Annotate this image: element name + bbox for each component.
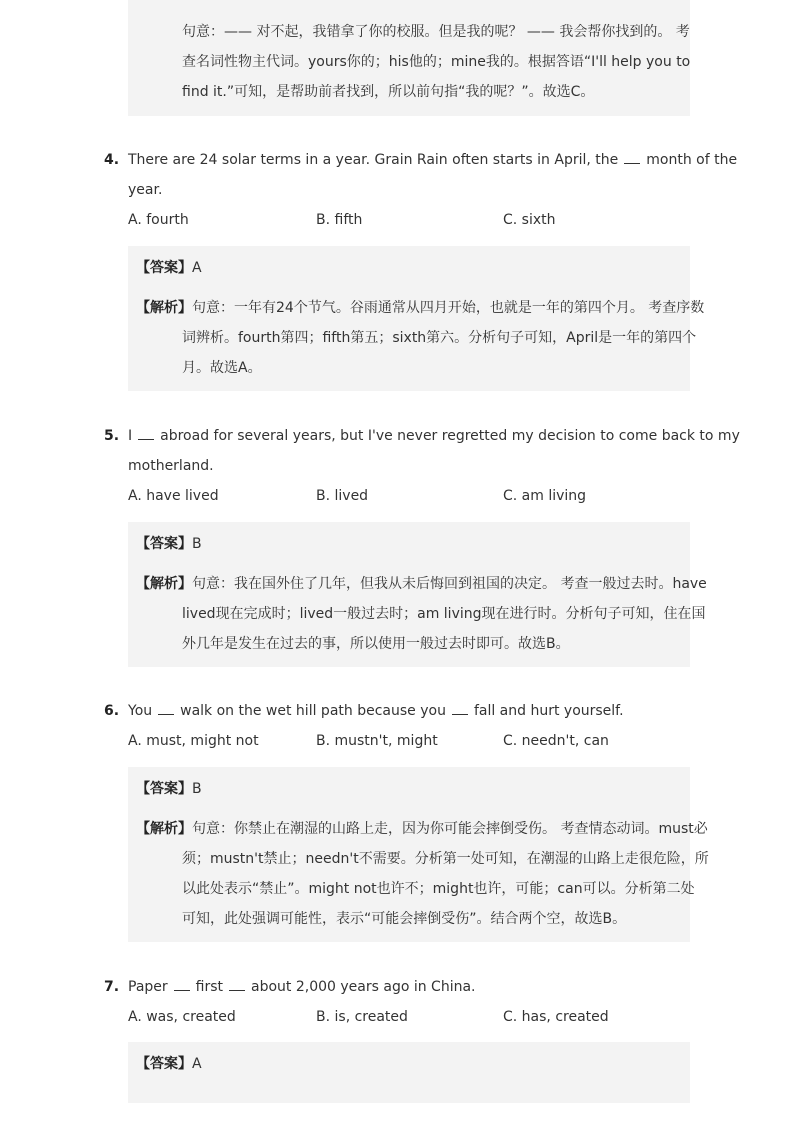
answer-value: A	[192, 1056, 202, 1072]
stem-part: first	[195, 979, 224, 995]
question-stem	[128, 977, 476, 997]
explanation-line-3: 外几年是发生在过去的事，所以使用一般过去时即可。故选B。	[182, 636, 570, 652]
answer-blank	[624, 163, 640, 164]
explanation-tag: 【解析】	[136, 821, 192, 837]
explanation-text: 句意：你禁止在潮湿的山路上走，因为你可能会摔倒受伤。 考查情态动词。must必	[192, 821, 708, 837]
answer-value: B	[192, 781, 202, 797]
stem-part: month of the	[646, 152, 738, 168]
option-c[interactable]: C. has, created	[503, 1009, 609, 1025]
prev-explanation-box	[128, 0, 690, 116]
explanation-line-1	[136, 574, 707, 594]
answer-line	[136, 534, 202, 554]
explanation-line-3: 以此处表示“禁止”。might not也许不；might也许，可能；can可以。分析第二处	[182, 881, 695, 897]
prev-explanation-line-3: find it.”可知，是帮助前者找到，所以前句指“我的呢？”。故选C。	[182, 84, 595, 100]
answer-blank	[138, 439, 154, 440]
question-stem	[128, 701, 624, 721]
option-a[interactable]: A. was, created	[128, 1009, 236, 1025]
answer-tag: 【答案】	[136, 536, 192, 552]
option-a[interactable]: A. have lived	[128, 488, 219, 504]
stem-part: You	[128, 703, 153, 719]
explanation-line-1	[136, 819, 708, 839]
answer-line	[136, 1054, 202, 1074]
question-number: 5.	[104, 428, 120, 444]
explanation-line-1	[136, 298, 704, 318]
answer-value: A	[192, 260, 202, 276]
question-number: 7.	[104, 979, 120, 995]
explanation-line-2: lived现在完成时；lived一般过去时；am living现在进行时。分析句子可知，住在国	[182, 606, 706, 622]
explanation-tag: 【解析】	[136, 300, 192, 316]
question-stem-cont: motherland.	[128, 458, 214, 474]
option-c[interactable]: C. sixth	[503, 212, 556, 228]
option-b[interactable]: B. fifth	[316, 212, 363, 228]
question-stem-cont: year.	[128, 182, 163, 198]
answer-blank	[158, 714, 174, 715]
answer-value: B	[192, 536, 202, 552]
stem-part: abroad for several years, but I've never regretted my decision to come back to my	[160, 428, 740, 444]
explanation-line-3: 月。故选A。	[182, 360, 262, 376]
option-c[interactable]: C. needn't, can	[503, 733, 609, 749]
explanation-tag: 【解析】	[136, 576, 192, 592]
answer-blank	[229, 990, 245, 991]
explanation-line-2: 须；mustn't禁止；needn't不需要。分析第一处可知，在潮湿的山路上走很危险，所	[182, 851, 709, 867]
answer-box	[128, 1042, 690, 1103]
option-b[interactable]: B. is, created	[316, 1009, 408, 1025]
option-a[interactable]: A. fourth	[128, 212, 189, 228]
stem-part: walk on the wet hill path because you	[180, 703, 446, 719]
stem-part: There are 24 solar terms in a year. Grain Rain often starts in April, the	[128, 152, 619, 168]
explanation-text: 句意：我在国外住了几年，但我从未后悔回到祖国的决定。 考查一般过去时。have	[192, 576, 707, 592]
answer-line	[136, 779, 202, 799]
stem-part: Paper	[128, 979, 168, 995]
answer-box	[128, 522, 707, 667]
answer-box	[128, 246, 705, 391]
stem-part: I	[128, 428, 133, 444]
answer-tag: 【答案】	[136, 1056, 192, 1072]
question-stem	[128, 150, 737, 170]
answer-tag: 【答案】	[136, 781, 192, 797]
answer-line	[136, 258, 202, 278]
answer-blank	[452, 714, 468, 715]
explanation-line-2: 词辨析。fourth第四；fifth第五；sixth第六。分析句子可知，April是一年的第四个	[182, 330, 697, 346]
question-stem	[128, 426, 740, 446]
explanation-text: 句意：一年有24个节气。谷雨通常从四月开始，也就是一年的第四个月。 考查序数	[192, 300, 705, 316]
answer-box	[128, 767, 709, 942]
option-b[interactable]: B. lived	[316, 488, 369, 504]
answer-blank	[174, 990, 190, 991]
explanation-line-4: 可知，此处强调可能性，表示“可能会摔倒受伤”。结合两个空，故选B。	[182, 911, 627, 927]
stem-part: fall and hurt yourself.	[473, 703, 624, 719]
answer-tag: 【答案】	[136, 260, 192, 276]
prev-explanation-line-2: 查名词性物主代词。yours你的；his他的；mine我的。根据答语“I'll help you to	[182, 54, 691, 70]
option-b[interactable]: B. mustn't, might	[316, 733, 438, 749]
option-c[interactable]: C. am living	[503, 488, 587, 504]
question-number: 6.	[104, 703, 120, 719]
option-a[interactable]: A. must, might not	[128, 733, 259, 749]
question-number: 4.	[104, 152, 120, 168]
prev-explanation-line-1: 句意：—— 对不起，我错拿了你的校服。但是我的呢？ —— 我会帮你找到的。 考	[182, 24, 690, 40]
stem-part: about 2,000 years ago in China.	[251, 979, 476, 995]
